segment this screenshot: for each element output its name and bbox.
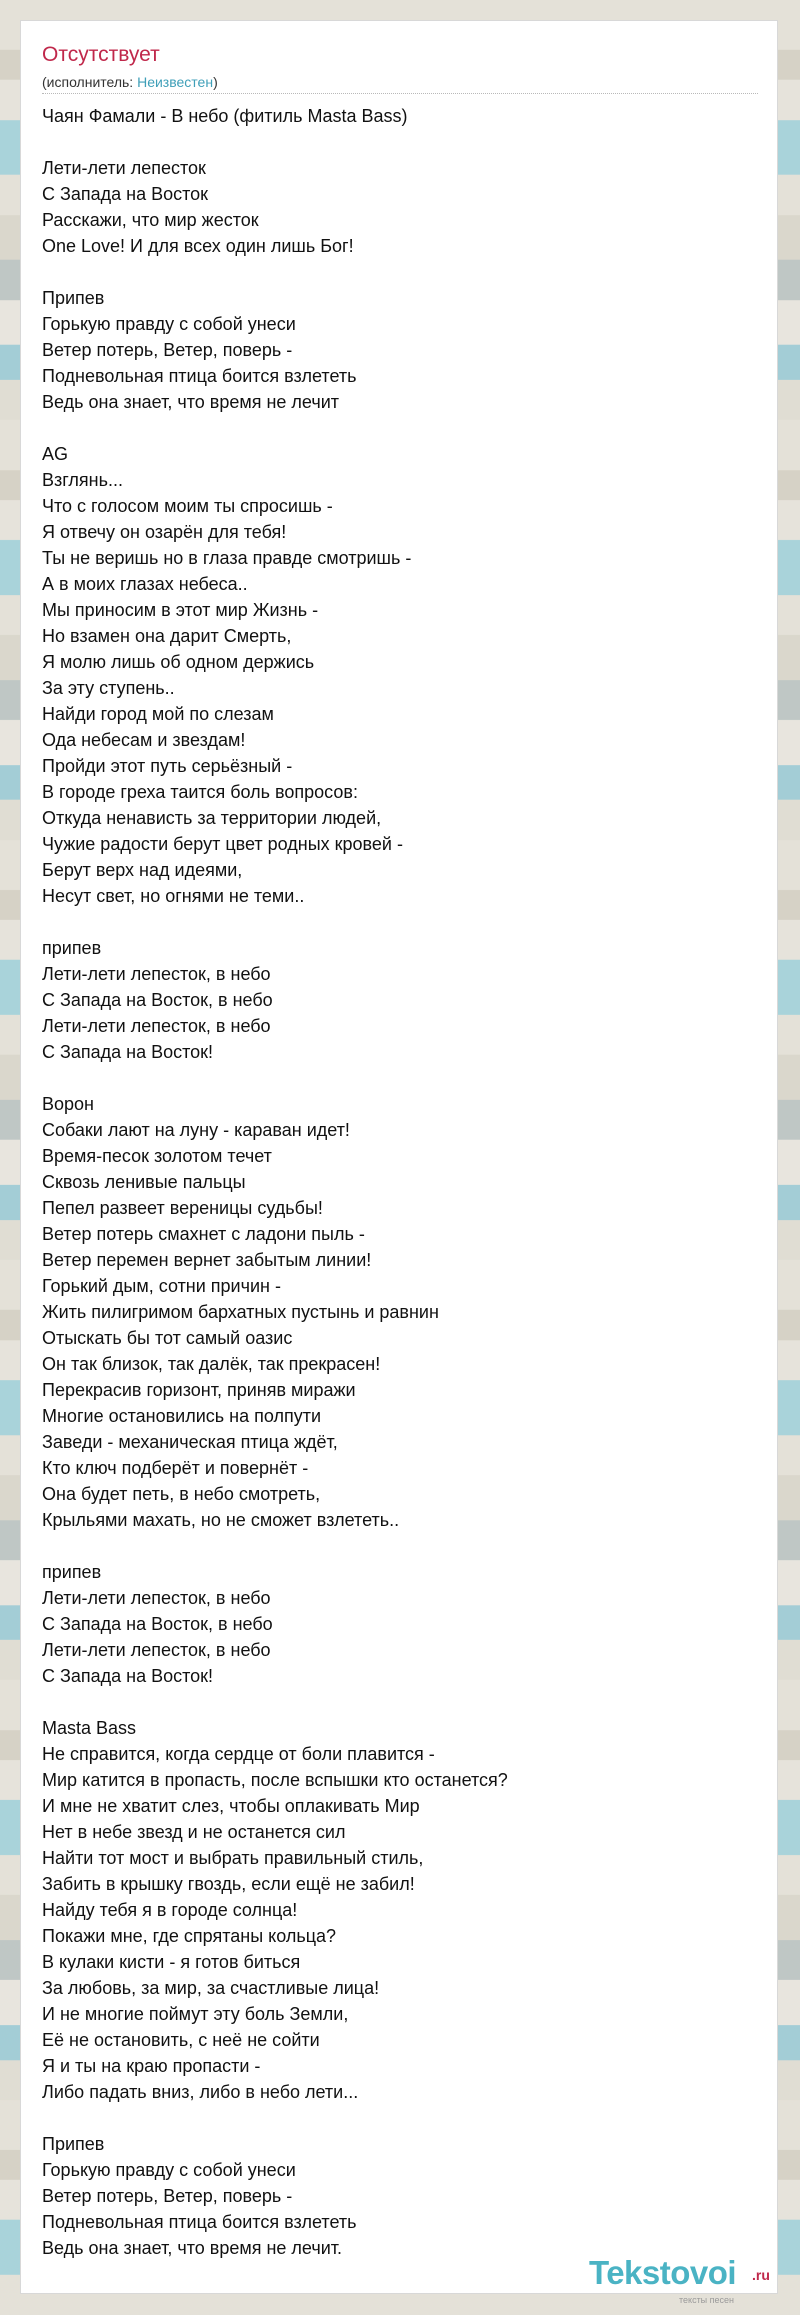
site-logo[interactable]	[569, 2253, 789, 2315]
artist-suffix: )	[213, 74, 218, 90]
logo-wordmark: Tekstovoi	[589, 2254, 737, 2291]
song-title: Отсутствует	[42, 43, 160, 66]
artist-line	[42, 73, 218, 91]
logo-subtitle: тексты песен	[679, 2295, 735, 2305]
artist-link[interactable]: Неизвестен	[137, 74, 214, 90]
lyrics-text: Чаян Фамали - В небо (фитиль Masta Bass) Лети-лети лепесток С Запада на Восток Расскажи, что мир жесток One Love! И для всех один лишь Бог! Припев Горькую правду с собой унеси Ветер потерь, Ветер, поверь - Подневольная птица боится взлететь Ведь она знает, что время не лечит AG Взглянь... Что с голосом моим ты спросишь - Я отвечу он озарён для тебя! Ты не веришь но в глаза правде смотришь - А в моих глазах небеса.. Мы приносим в этот мир Жизнь - Но взамен она дарит Смерть, Я молю лишь об одном держись За эту ступень.. Найди город мой по слезам Ода небесам и звездам! Пройди этот путь серьёзный - В городе греха таится боль вопросов: Откуда ненависть за территории людей, Чужие радости берут цвет родных кровей - Берут верх над идеями, Несут свет, но огнями не теми.. припев Лети-лети лепесток, в небо С Запада на Восток, в небо Лети-лети лепесток, в небо С Запада на Восток! Ворон Собаки лают на луну - караван идет! Время-песок золотом течет Сквозь ленивые пальцы Пепел развеет вереницы судьбы! Ветер потерь смахнет с ладони пыль - Ветер перемен вернет забытым линии! Горький дым, сотни причин - Жить пилигримом бархатных пустынь и равнин Отыскать бы тот самый оазис Он так близок, так далёк, так прекрасен! Перекрасив горизонт, приняв миражи Многие остановились на полпути Заведи - механическая птица ждёт, Кто ключ подберёт и повернёт - Она будет петь, в небо смотреть, Крыльями махать, но не сможет взлететь.. припев Лети-лети лепесток, в небо С Запада на Восток, в небо Лети-лети лепесток, в небо С Запада на Восток! Masta Bass Не справится, когда сердце от боли плавится - Мир катится в пропасть, после вспышки кто останется? И мне не хватит слез, чтобы оплакивать Мир Нет в небе звезд и не останется сил Найти тот мост и выбрать правильный стиль, Забить в крышку гвоздь, если ещё не забил! Найду тебя я в городе солнца! Покажи мне, где спрятаны кольца? В кулаки кисти - я готов биться За любовь, за мир, за счастливые лица! И не многие поймут эту боль Земли, Её не остановить, с неё не сойти Я и ты на краю пропасти - Либо падать вниз, либо в небо лети... Припев Горькую правду с собой унеси Ветер потерь, Ветер, поверь - Подневольная птица боится взлететь Ведь она знает, что время не лечит.	[42, 106, 508, 2258]
artist-prefix: (исполнитель:	[42, 74, 138, 90]
lyrics-card	[20, 20, 778, 2305]
logo-domain: .ru	[752, 2267, 770, 2283]
header-divider	[42, 93, 758, 94]
